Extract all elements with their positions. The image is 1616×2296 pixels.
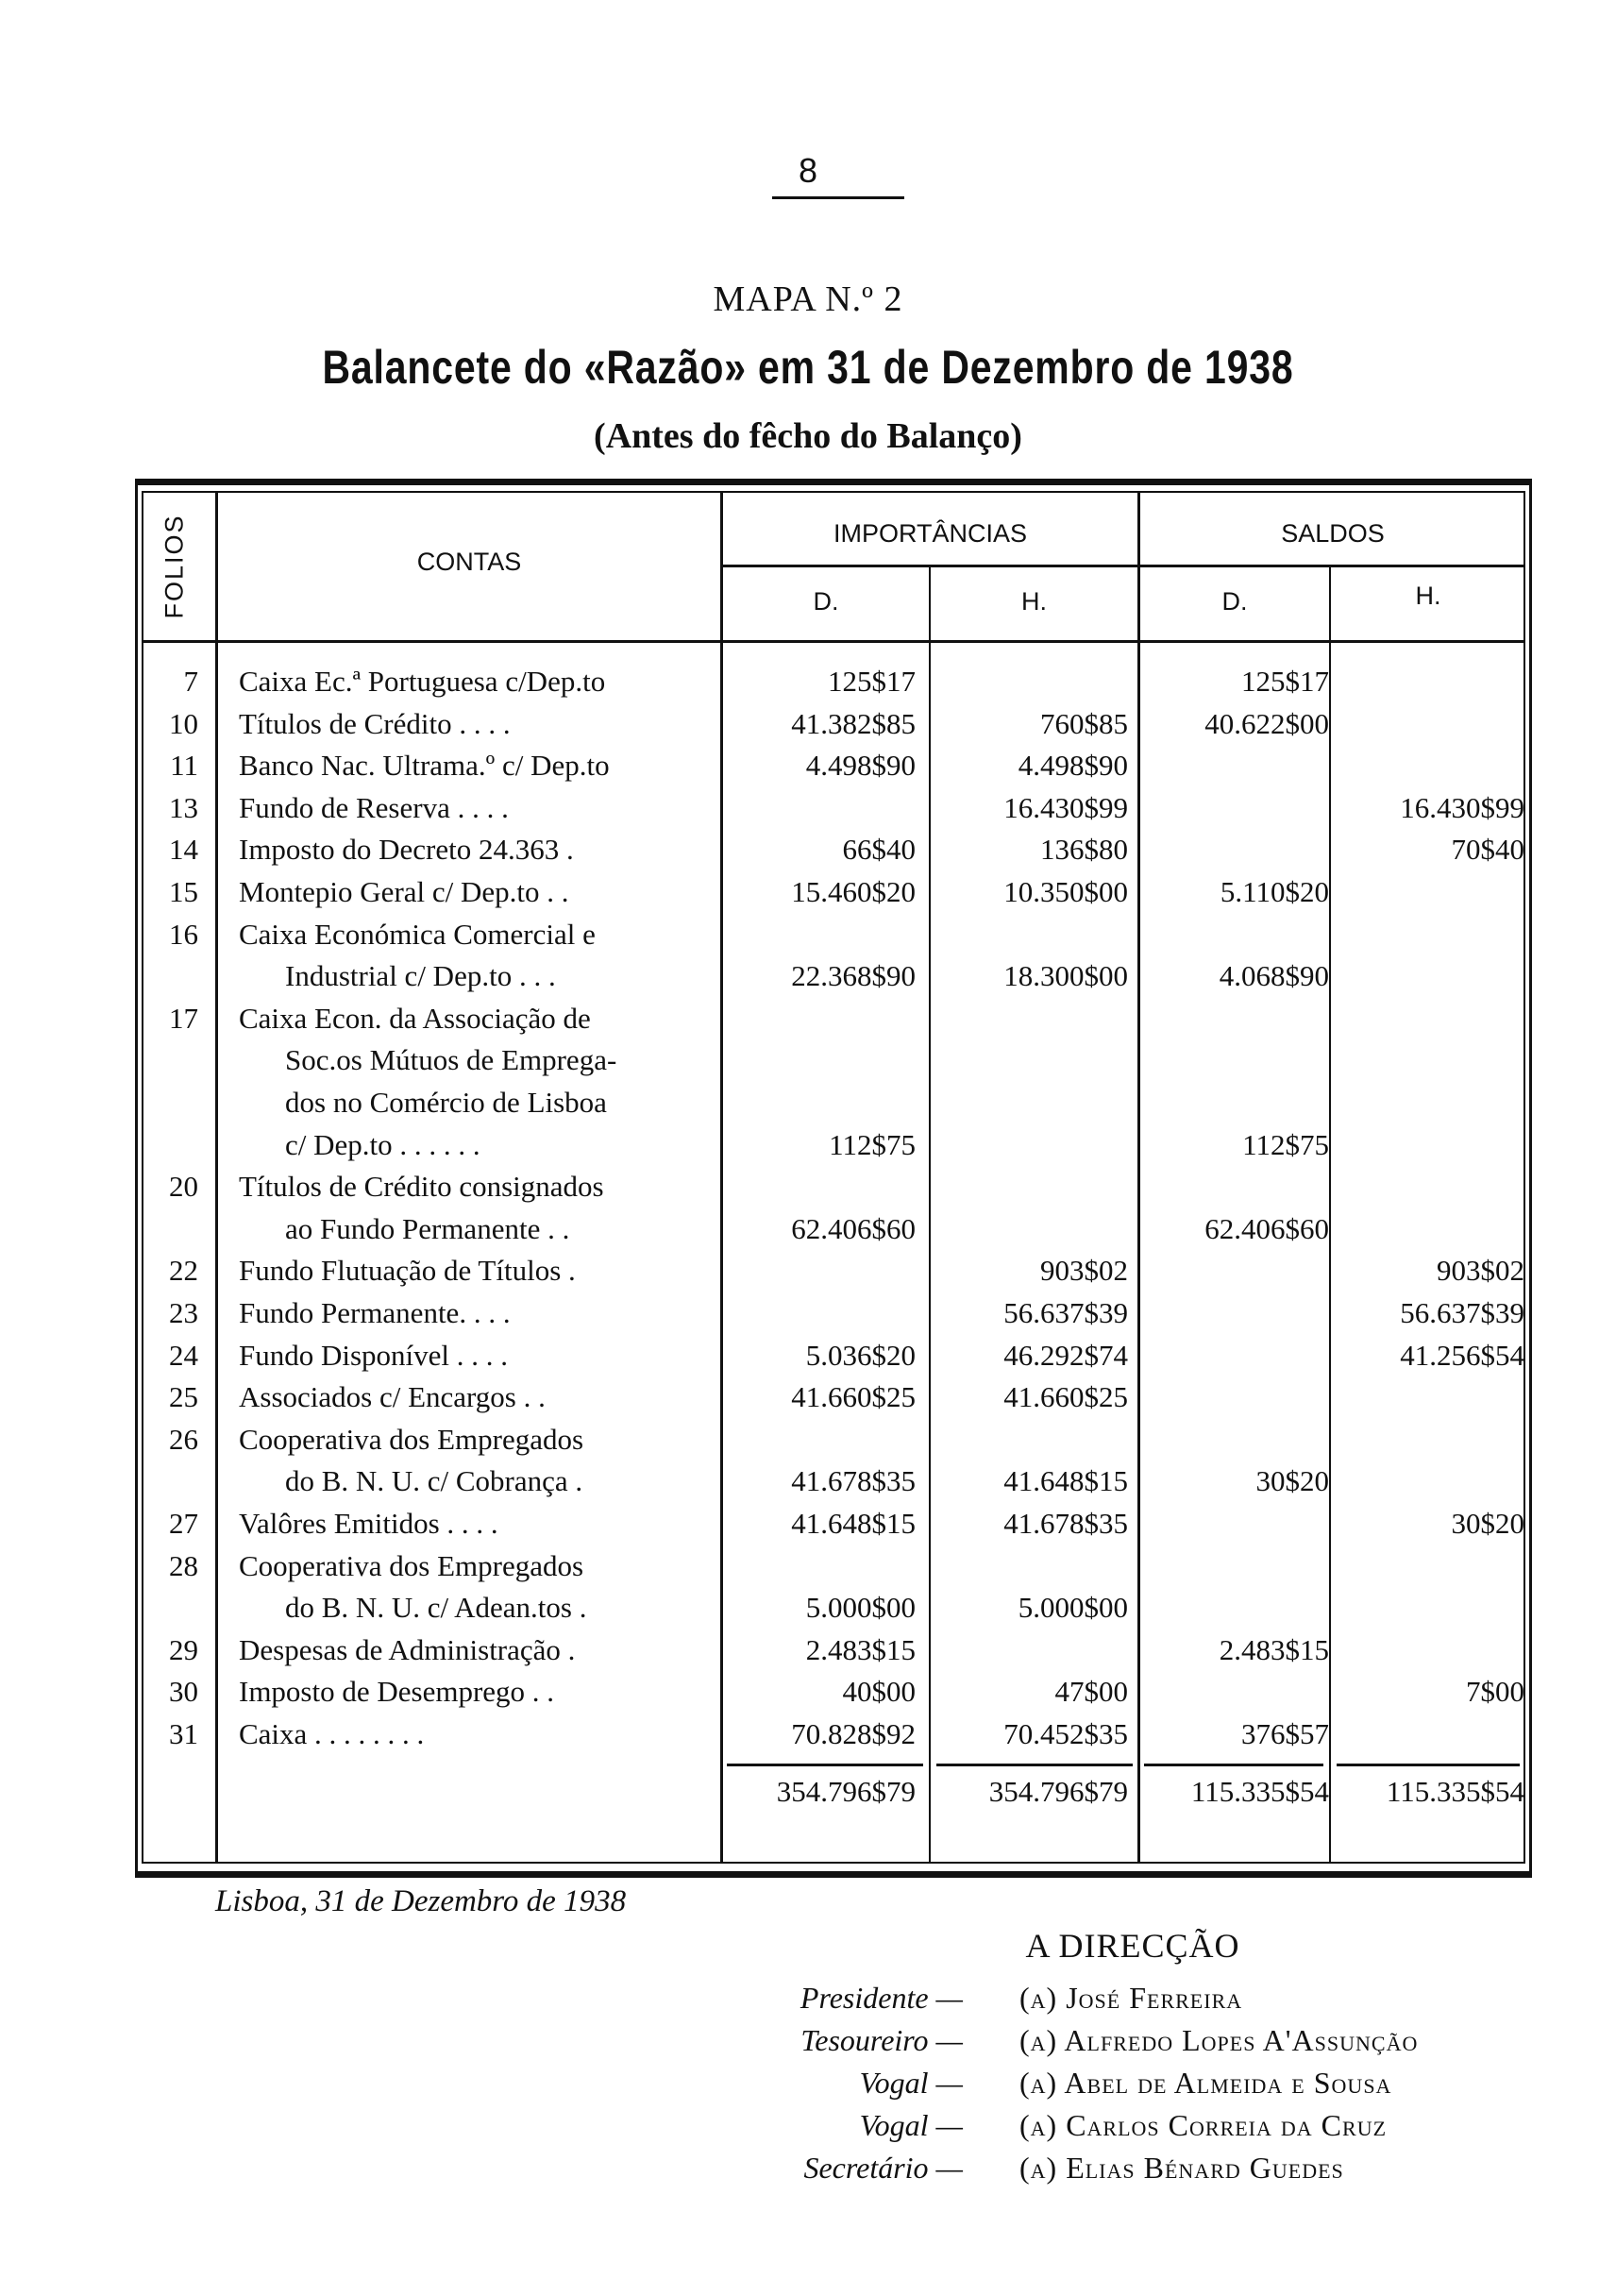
imp-h-cell: 136$80: [1040, 833, 1128, 867]
conta-cell: Imposto do Decreto 24.363 .: [239, 833, 574, 867]
imp-d-cell: 15.460$20: [791, 875, 916, 908]
imp-d-cell: 2.483$15: [805, 1632, 916, 1666]
folio-cell: 29: [169, 1632, 198, 1666]
conta-cell: Fundo Flutuação de Títulos .: [239, 1254, 576, 1288]
imp-d-cell: 70.828$92: [791, 1717, 916, 1750]
imp-d-cell: 41.660$25: [791, 1380, 916, 1414]
total-rule-imp-d: [727, 1764, 923, 1766]
folio-cell: 20: [169, 1170, 198, 1204]
table-row: [0, 665, 1616, 706]
conta-cell: Fundo Permanente. . . .: [239, 1296, 511, 1329]
table-row: [0, 1128, 1616, 1170]
place-date: Lisboa, 31 de Dezembro de 1938: [215, 1884, 627, 1918]
imp-h-cell: 46.292$74: [1003, 1338, 1128, 1372]
page-number: 8: [798, 151, 818, 190]
imp-h-cell: 18.300$00: [1003, 959, 1128, 993]
table-row: [0, 1170, 1616, 1211]
sal-d-header: D.: [1221, 587, 1248, 616]
imp-h-cell: 4.498$90: [1018, 749, 1128, 783]
table-row: [0, 1507, 1616, 1548]
folio-cell: 23: [169, 1296, 198, 1329]
sal-d-cell: 2.483$15: [1219, 1632, 1329, 1666]
conta-cell: Despesas de Administração .: [239, 1632, 576, 1666]
sal-d-cell: 40.622$00: [1204, 706, 1329, 740]
folio-cell: 25: [169, 1380, 198, 1414]
imp-d-cell: 62.406$60: [791, 1211, 916, 1245]
table-row: [0, 1464, 1616, 1506]
table-row: [0, 1549, 1616, 1591]
conta-cell: Fundo Disponível . . . .: [239, 1338, 509, 1372]
header-sub-rule: [722, 565, 1524, 567]
folio-cell: 17: [169, 1001, 198, 1035]
signature-role: Presidente —: [800, 1981, 963, 2015]
importancias-header: IMPORTÂNCIAS: [833, 519, 1028, 548]
conta-cell: Caixa Económica Comercial e: [239, 917, 596, 951]
contas-header: CONTAS: [416, 548, 522, 576]
folio-cell: 30: [169, 1675, 198, 1709]
folio-cell: 7: [183, 665, 198, 698]
table-row: [0, 1254, 1616, 1295]
conta-cell: do B. N. U. c/ Adean.tos .: [285, 1591, 587, 1625]
signature-name: (a) Alfredo Lopes A'Assunção: [1019, 2023, 1419, 2057]
table-row: [0, 875, 1616, 917]
imp-d-cell: 41.382$85: [791, 706, 916, 740]
folio-cell: 22: [169, 1254, 198, 1288]
direction-title: A DIRECÇÃO: [1025, 1927, 1240, 1965]
page-title: Balancete do «Razão» em 31 de Dezembro de 1938: [322, 341, 1294, 394]
imp-d-cell: 41.678$35: [791, 1464, 916, 1498]
folio-cell: 13: [169, 790, 198, 824]
table-row: [0, 959, 1616, 1001]
imp-h-cell: 41.660$25: [1003, 1380, 1128, 1414]
total-imp-h: 354.796$79: [988, 1775, 1128, 1808]
conta-cell: Montepio Geral c/ Dep.to . .: [239, 875, 569, 908]
sal-h-cell: 7$00: [1466, 1675, 1524, 1709]
imp-h-cell: 903$02: [1040, 1254, 1128, 1288]
imp-h-cell: 10.350$00: [1003, 875, 1128, 908]
folio-cell: 15: [169, 875, 198, 908]
table-row: [0, 1423, 1616, 1464]
sal-h-cell: 41.256$54: [1400, 1338, 1524, 1372]
signature-role: Vogal —: [859, 2066, 963, 2100]
folio-cell: 27: [169, 1507, 198, 1540]
conta-cell: Associados c/ Encargos . .: [239, 1380, 546, 1414]
total-rule-imp-h: [936, 1764, 1133, 1766]
conta-cell: Cooperativa dos Empregados: [239, 1422, 584, 1456]
conta-cell: Cooperativa dos Empregados: [239, 1548, 584, 1582]
imp-d-cell: 22.368$90: [791, 959, 916, 993]
conta-cell: Industrial c/ Dep.to . . .: [285, 959, 556, 993]
sal-d-cell: 62.406$60: [1204, 1211, 1329, 1245]
signature-role: Vogal —: [859, 2108, 963, 2142]
signature-name: (a) Elias Bénard Guedes: [1019, 2151, 1344, 2185]
signature-name: (a) Carlos Correia da Cruz: [1019, 2108, 1388, 2142]
table-inner-bottom-rule: [142, 1862, 1525, 1864]
folio-cell: 16: [169, 917, 198, 951]
conta-cell: Caixa Econ. da Associação de: [239, 1001, 591, 1035]
imp-h-cell: 760$85: [1040, 706, 1128, 740]
sal-d-cell: 30$20: [1255, 1464, 1329, 1498]
total-sal-d: 115.335$54: [1190, 1775, 1329, 1808]
table-row: [0, 749, 1616, 790]
imp-d-cell: 66$40: [842, 833, 916, 867]
imp-h-cell: 41.678$35: [1003, 1507, 1128, 1540]
table-row: [0, 1380, 1616, 1422]
imp-d-header: D.: [813, 587, 839, 616]
map-label: MAPA N.º 2: [713, 279, 903, 319]
imp-d-cell: 125$17: [828, 665, 916, 698]
signature-name: (a) José Ferreira: [1019, 1981, 1243, 2015]
table-row: [0, 1086, 1616, 1127]
folio-cell: 14: [169, 833, 198, 867]
sal-h-cell: 56.637$39: [1400, 1296, 1524, 1329]
total-rule-sal-h: [1337, 1764, 1520, 1766]
imp-h-cell: 56.637$39: [1003, 1296, 1128, 1329]
conta-cell: Valôres Emitidos . . . .: [239, 1507, 498, 1540]
sal-h-header: H.: [1415, 582, 1441, 610]
folio-cell: 11: [170, 749, 198, 783]
imp-h-cell: 5.000$00: [1018, 1591, 1128, 1625]
conta-cell: c/ Dep.to . . . . . .: [285, 1127, 480, 1161]
table-row: [0, 791, 1616, 833]
table-row: [0, 1296, 1616, 1338]
table-row: [0, 707, 1616, 749]
table-row: [0, 1633, 1616, 1675]
page-subtitle: (Antes do fêcho do Balanço): [594, 416, 1022, 456]
folio-cell: 26: [169, 1422, 198, 1456]
imp-h-cell: 41.648$15: [1003, 1464, 1128, 1498]
table-row: [0, 1212, 1616, 1254]
folio-cell: 24: [169, 1338, 198, 1372]
header-bottom-rule: [142, 640, 1525, 643]
sal-d-cell: 125$17: [1241, 665, 1329, 698]
folio-cell: 28: [169, 1548, 198, 1582]
total-imp-d: 354.796$79: [776, 1775, 916, 1808]
sal-h-cell: 16.430$99: [1400, 790, 1524, 824]
page-number-rule: [772, 196, 904, 199]
sal-h-cell: 903$02: [1437, 1254, 1524, 1288]
table-row: [0, 1339, 1616, 1380]
table-row: [0, 1043, 1616, 1085]
conta-cell: Imposto de Desemprego . .: [239, 1675, 555, 1709]
imp-d-cell: 5.036$20: [805, 1338, 916, 1372]
conta-cell: Caixa . . . . . . . .: [239, 1717, 425, 1750]
signature-name: (a) Abel de Almeida e Sousa: [1019, 2066, 1392, 2100]
folio-cell: 10: [169, 706, 198, 740]
table-row: [0, 833, 1616, 874]
folio-cell: 31: [169, 1717, 198, 1750]
table-row: [0, 1717, 1616, 1759]
total-rule-sal-d: [1144, 1764, 1323, 1766]
conta-cell: Títulos de Crédito consignados: [239, 1170, 604, 1204]
imp-h-cell: 47$00: [1054, 1675, 1128, 1709]
table-row: [0, 1591, 1616, 1632]
conta-cell: ao Fundo Permanente . .: [285, 1211, 570, 1245]
table-row: [0, 918, 1616, 959]
conta-cell: dos no Comércio de Lisboa: [285, 1086, 607, 1119]
table-inner-top-rule: [142, 491, 1525, 493]
imp-h-cell: 16.430$99: [1003, 790, 1128, 824]
sal-d-cell: 5.110$20: [1220, 875, 1329, 908]
imp-h-cell: 70.452$35: [1003, 1717, 1128, 1750]
imp-d-cell: 4.498$90: [805, 749, 916, 783]
conta-cell: do B. N. U. c/ Cobrança .: [285, 1464, 583, 1498]
sal-h-cell: 30$20: [1451, 1507, 1524, 1540]
imp-d-cell: 5.000$00: [805, 1591, 916, 1625]
sal-d-cell: 4.068$90: [1219, 959, 1329, 993]
table-row: [0, 1675, 1616, 1716]
signature-role: Tesoureiro —: [800, 2023, 963, 2057]
conta-cell: Banco Nac. Ultrama.º c/ Dep.to: [239, 749, 610, 783]
total-sal-h: 115.335$54: [1386, 1775, 1524, 1808]
conta-cell: Títulos de Crédito . . . .: [239, 706, 511, 740]
imp-d-cell: 41.648$15: [791, 1507, 916, 1540]
saldos-header: SALDOS: [1281, 519, 1385, 548]
imp-d-cell: 40$00: [842, 1675, 916, 1709]
imp-h-header: H.: [1021, 587, 1047, 616]
conta-cell: Fundo de Reserva . . . .: [239, 790, 509, 824]
imp-d-cell: 112$75: [829, 1127, 916, 1161]
sal-d-cell: 376$57: [1241, 1717, 1329, 1750]
sal-d-cell: 112$75: [1242, 1127, 1329, 1161]
conta-cell: Soc.os Mútuos de Emprega-: [285, 1043, 617, 1077]
signature-role: Secretário —: [803, 2151, 963, 2185]
sal-h-cell: 70$40: [1451, 833, 1524, 867]
folios-header: FOLIOS: [160, 514, 189, 619]
conta-cell: Caixa Ec.ª Portuguesa c/Dep.to: [239, 665, 606, 698]
table-row: [0, 1002, 1616, 1043]
